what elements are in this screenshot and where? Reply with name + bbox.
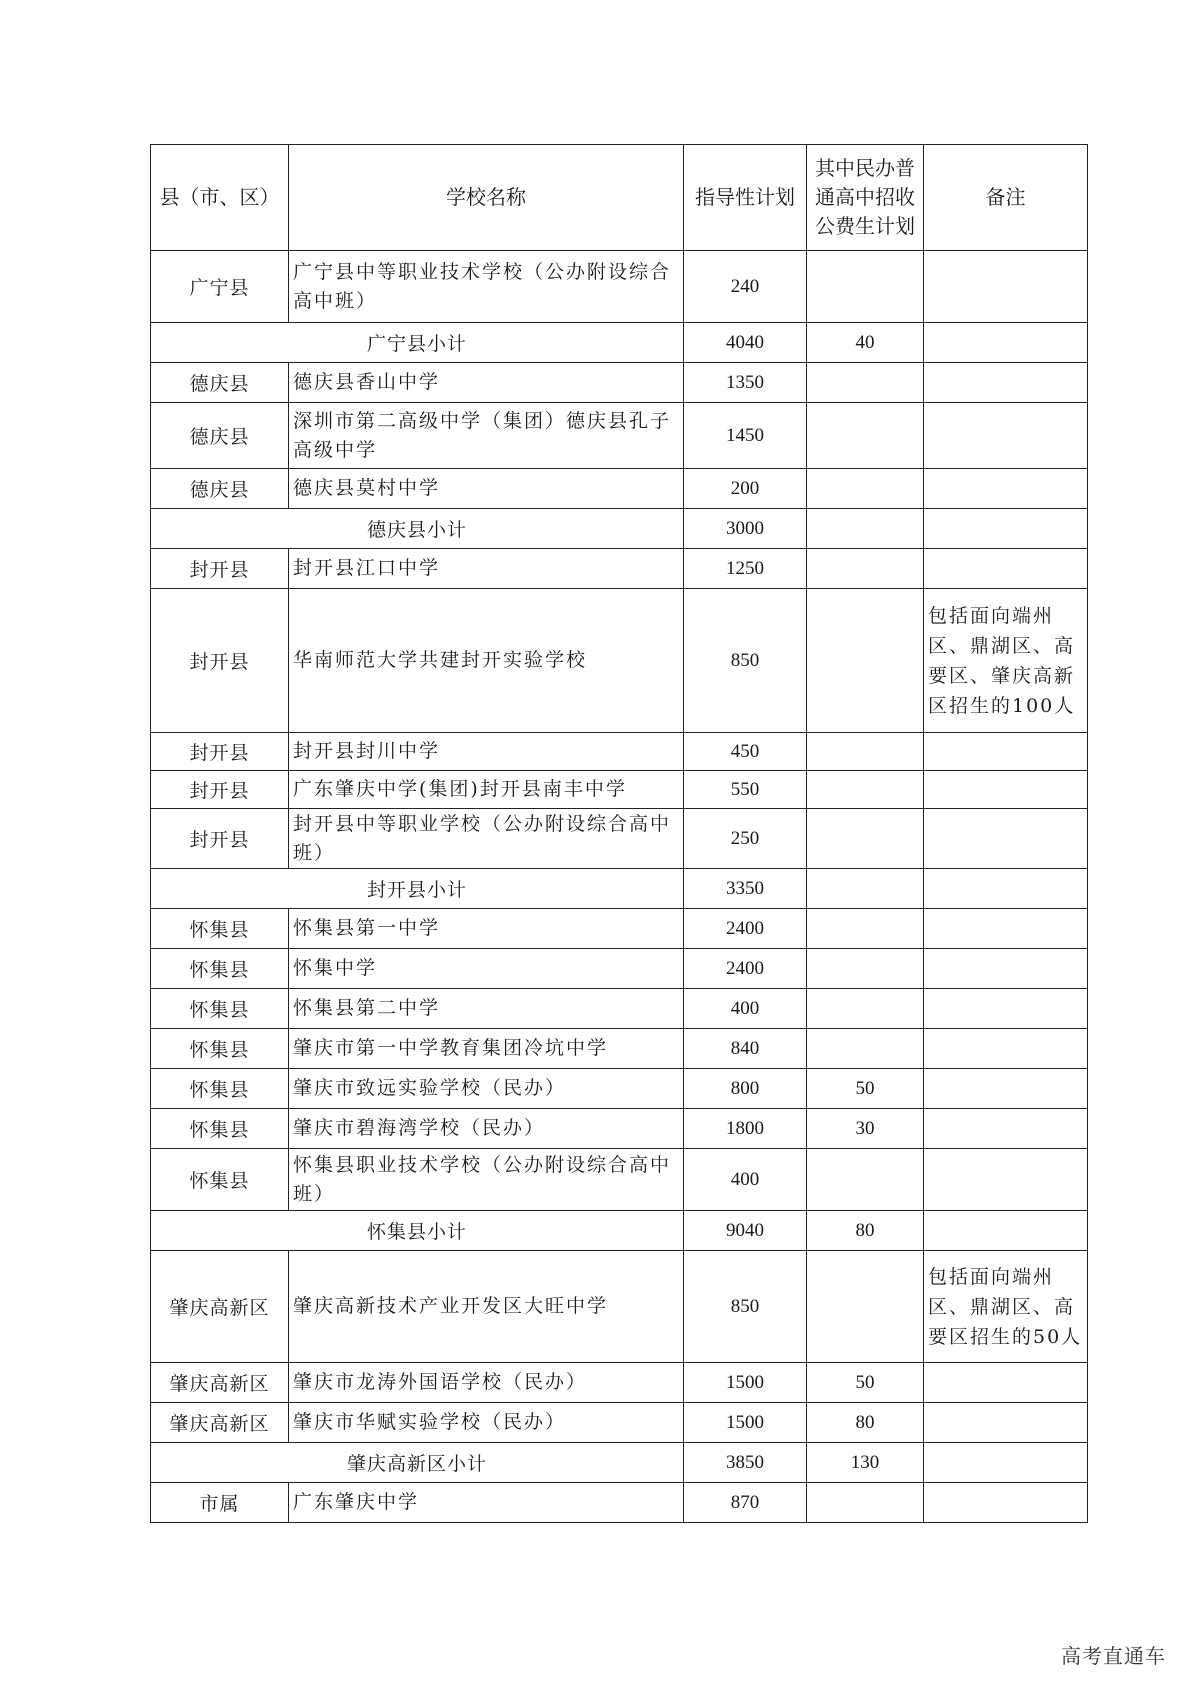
note-cell: [924, 1211, 1088, 1251]
county-cell: 广宁县: [151, 251, 289, 323]
table-row: [151, 363, 1088, 403]
plan-cell: 2400: [684, 909, 807, 949]
county-cell: 德庆县: [151, 469, 289, 509]
plan-cell: 870: [684, 1483, 807, 1523]
public-fee-cell: [807, 363, 924, 403]
school-name-cell: 肇庆高新技术产业开发区大旺中学: [289, 1251, 684, 1363]
plan-cell: 1500: [684, 1363, 807, 1403]
subtotal-row: [151, 869, 1088, 909]
public-fee-cell: 50: [807, 1363, 924, 1403]
county-cell: 怀集县: [151, 1109, 289, 1149]
public-fee-cell: [807, 1149, 924, 1211]
plan-cell: 240: [684, 251, 807, 323]
public-fee-cell: [807, 809, 924, 869]
school-name-cell: 怀集县第一中学: [289, 909, 684, 949]
note-cell: [924, 1483, 1088, 1523]
plan-cell: 2400: [684, 949, 807, 989]
county-cell: 封开县: [151, 589, 289, 733]
school-name-cell: 肇庆市华赋实验学校（民办）: [289, 1403, 684, 1443]
table-row: [151, 989, 1088, 1029]
school-name-cell: 肇庆市第一中学教育集团冷坑中学: [289, 1029, 684, 1069]
public-fee-cell: [807, 771, 924, 809]
note-cell: [924, 1109, 1088, 1149]
table-row: [151, 1109, 1088, 1149]
table-header-row: [151, 145, 1088, 251]
public-fee-cell: [807, 1029, 924, 1069]
plan-cell: 200: [684, 469, 807, 509]
note-cell: [924, 469, 1088, 509]
plan-cell: 800: [684, 1069, 807, 1109]
county-cell: 封开县: [151, 733, 289, 771]
plan-cell: 550: [684, 771, 807, 809]
school-name-cell: 深圳市第二高级中学（集团）德庆县孔子高级中学: [289, 403, 684, 469]
county-cell: 封开县: [151, 771, 289, 809]
public-fee-cell: [807, 509, 924, 549]
county-cell: 肇庆高新区: [151, 1403, 289, 1443]
county-cell: 怀集县: [151, 1149, 289, 1211]
enrollment-plan-table: [150, 144, 1088, 1523]
table-row: [151, 251, 1088, 323]
public-fee-cell: 30: [807, 1109, 924, 1149]
public-fee-cell: [807, 869, 924, 909]
school-name-cell: 广东肇庆中学(集团)封开县南丰中学: [289, 771, 684, 809]
school-name-cell: 德庆县香山中学: [289, 363, 684, 403]
header-county: 县（市、区）: [151, 145, 289, 251]
note-cell: [924, 949, 1088, 989]
note-cell: [924, 771, 1088, 809]
plan-cell: 850: [684, 589, 807, 733]
plan-cell: 450: [684, 733, 807, 771]
note-cell: [924, 509, 1088, 549]
county-cell: 德庆县: [151, 403, 289, 469]
table-row: [151, 1029, 1088, 1069]
subtotal-label: 广宁县小计: [151, 323, 684, 363]
public-fee-cell: [807, 1483, 924, 1523]
note-cell: [924, 363, 1088, 403]
public-fee-cell: [807, 989, 924, 1029]
table-row: [151, 1403, 1088, 1443]
note-cell: [924, 1443, 1088, 1483]
public-fee-cell: [807, 469, 924, 509]
note-cell: [924, 1149, 1088, 1211]
county-cell: 怀集县: [151, 989, 289, 1029]
county-cell: 肇庆高新区: [151, 1363, 289, 1403]
school-name-cell: 怀集县第二中学: [289, 989, 684, 1029]
school-name-cell: 广宁县中等职业技术学校（公办附设综合高中班）: [289, 251, 684, 323]
public-fee-cell: [807, 549, 924, 589]
county-cell: 市属: [151, 1483, 289, 1523]
subtotal-label: 肇庆高新区小计: [151, 1443, 684, 1483]
note-cell: [924, 1363, 1088, 1403]
note-cell: [924, 549, 1088, 589]
plan-cell: 1450: [684, 403, 807, 469]
public-fee-cell: [807, 909, 924, 949]
subtotal-row: [151, 1211, 1088, 1251]
watermark: 高考直通车: [1061, 1644, 1166, 1668]
table-row: [151, 809, 1088, 869]
table-row: [151, 1363, 1088, 1403]
school-name-cell: 怀集县职业技术学校（公办附设综合高中班）: [289, 1149, 684, 1211]
note-cell: [924, 1029, 1088, 1069]
table-row: [151, 771, 1088, 809]
note-cell: [924, 869, 1088, 909]
note-cell: 包括面向端州区、鼎湖区、高要区招生的50人: [924, 1251, 1088, 1363]
note-cell: [924, 733, 1088, 771]
county-cell: 封开县: [151, 809, 289, 869]
public-fee-cell: 80: [807, 1211, 924, 1251]
public-fee-cell: [807, 949, 924, 989]
subtotal-row: [151, 323, 1088, 363]
public-fee-cell: 80: [807, 1403, 924, 1443]
note-cell: [924, 251, 1088, 323]
school-name-cell: 怀集中学: [289, 949, 684, 989]
county-cell: 肇庆高新区: [151, 1251, 289, 1363]
header-plan: 指导性计划: [684, 145, 807, 251]
subtotal-row: [151, 509, 1088, 549]
table-row: [151, 1149, 1088, 1211]
note-cell: [924, 989, 1088, 1029]
table-row: [151, 469, 1088, 509]
table-row: [151, 589, 1088, 733]
school-name-cell: 德庆县莫村中学: [289, 469, 684, 509]
county-cell: 怀集县: [151, 1069, 289, 1109]
county-cell: 怀集县: [151, 1029, 289, 1069]
subtotal-label: 德庆县小计: [151, 509, 684, 549]
table-row: [151, 1251, 1088, 1363]
subtotal-label: 怀集县小计: [151, 1211, 684, 1251]
header-public-fee: 其中民办普通高中招收公费生计划: [807, 145, 924, 251]
school-name-cell: 封开县中等职业学校（公办附设综合高中班）: [289, 809, 684, 869]
table-row: [151, 909, 1088, 949]
public-fee-cell: [807, 733, 924, 771]
plan-cell: 840: [684, 1029, 807, 1069]
plan-cell: 3850: [684, 1443, 807, 1483]
school-name-cell: 华南师范大学共建封开实验学校: [289, 589, 684, 733]
county-cell: 德庆县: [151, 363, 289, 403]
table-row: [151, 549, 1088, 589]
public-fee-cell: [807, 1251, 924, 1363]
public-fee-cell: [807, 251, 924, 323]
subtotal-label: 封开县小计: [151, 869, 684, 909]
plan-cell: 850: [684, 1251, 807, 1363]
plan-cell: 250: [684, 809, 807, 869]
plan-cell: 4040: [684, 323, 807, 363]
school-name-cell: 肇庆市致远实验学校（民办）: [289, 1069, 684, 1109]
plan-cell: 1250: [684, 549, 807, 589]
note-cell: [924, 1069, 1088, 1109]
county-cell: 怀集县: [151, 909, 289, 949]
table-row: [151, 1483, 1088, 1523]
public-fee-cell: 50: [807, 1069, 924, 1109]
school-name-cell: 肇庆市碧海湾学校（民办）: [289, 1109, 684, 1149]
table-row: [151, 1069, 1088, 1109]
school-name-cell: 封开县江口中学: [289, 549, 684, 589]
plan-cell: 1350: [684, 363, 807, 403]
note-cell: [924, 1403, 1088, 1443]
school-name-cell: 肇庆市龙涛外国语学校（民办）: [289, 1363, 684, 1403]
public-fee-cell: 40: [807, 323, 924, 363]
plan-cell: 400: [684, 989, 807, 1029]
county-cell: 封开县: [151, 549, 289, 589]
note-cell: 包括面向端州区、鼎湖区、高要区、肇庆高新区招生的100人: [924, 589, 1088, 733]
school-name-cell: 封开县封川中学: [289, 733, 684, 771]
note-cell: [924, 809, 1088, 869]
note-cell: [924, 403, 1088, 469]
plan-cell: 3350: [684, 869, 807, 909]
table-body: [151, 251, 1088, 1523]
county-cell: 怀集县: [151, 949, 289, 989]
table-row: [151, 949, 1088, 989]
plan-cell: 3000: [684, 509, 807, 549]
table-row: [151, 733, 1088, 771]
plan-cell: 9040: [684, 1211, 807, 1251]
note-cell: [924, 909, 1088, 949]
note-cell: [924, 323, 1088, 363]
plan-cell: 1500: [684, 1403, 807, 1443]
plan-cell: 400: [684, 1149, 807, 1211]
plan-cell: 1800: [684, 1109, 807, 1149]
header-note: 备注: [924, 145, 1088, 251]
table-row: [151, 403, 1088, 469]
public-fee-cell: 130: [807, 1443, 924, 1483]
public-fee-cell: [807, 403, 924, 469]
subtotal-row: [151, 1443, 1088, 1483]
school-name-cell: 广东肇庆中学: [289, 1483, 684, 1523]
public-fee-cell: [807, 589, 924, 733]
header-school: 学校名称: [289, 145, 684, 251]
